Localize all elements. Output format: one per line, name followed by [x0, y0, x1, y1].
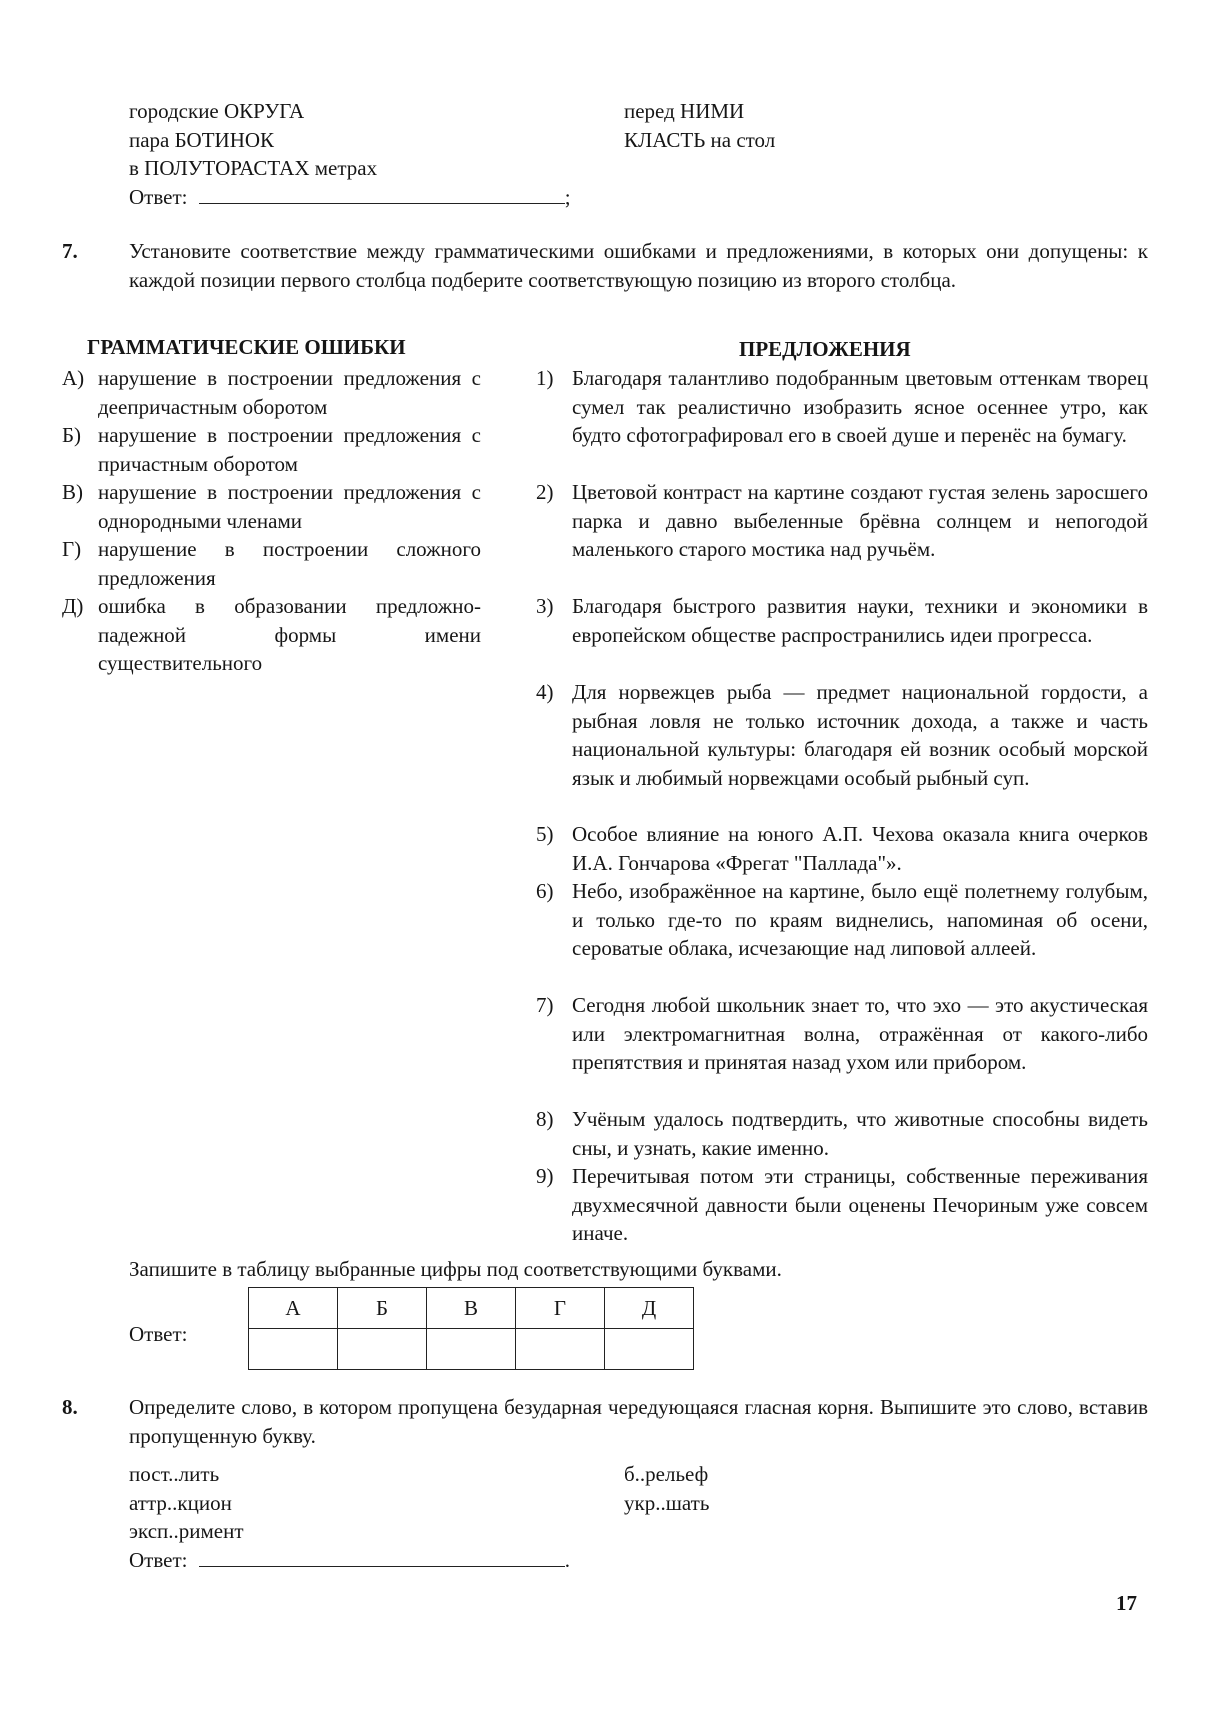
word-item: пост..лить: [129, 1462, 220, 1486]
word-item: эксп..римент: [129, 1519, 244, 1543]
answer-blank[interactable]: [199, 183, 565, 204]
list-item: А) нарушение в построении предложения с деепричастным оборотом: [62, 366, 481, 419]
list-item: Б) нарушение в построении предложения с причастным оборотом: [62, 423, 481, 476]
task-number: 8.: [62, 1395, 78, 1419]
task8-left-words: [129, 1460, 570, 1574]
word-item: укр..шать: [624, 1490, 710, 1515]
task-number: 7.: [62, 239, 78, 263]
answer-cell[interactable]: [516, 1329, 605, 1370]
table-header-cell: Д: [605, 1288, 694, 1329]
table-header-cell: Г: [516, 1288, 605, 1329]
top-right-words: [624, 97, 775, 154]
top-left-words: [129, 97, 571, 211]
table-instruction: Запишите в таблицу выбранные цифры под соответствующими буквами.: [129, 1257, 782, 1281]
answer-line: Ответ: .: [129, 1547, 570, 1572]
word-item: КЛАСТЬ на стол: [624, 127, 776, 152]
answer-line: Ответ: ;: [129, 184, 571, 209]
column-header-sentences: ПРЕДЛОЖЕНИЯ: [739, 337, 911, 361]
task-question: Установите соответствие между грамматическими ошибками и предложениями, в которых они допущены: к каждой позиции первого столбца подберите соответствующую позицию из второго столбца.: [129, 239, 1148, 292]
answer-cell[interactable]: [605, 1329, 694, 1370]
answer-cell[interactable]: [427, 1329, 516, 1370]
word-item: б..рельеф: [624, 1462, 709, 1486]
table-header-row: [249, 1288, 694, 1329]
table-header-cell: Б: [338, 1288, 427, 1329]
answer-table: [248, 1287, 694, 1370]
task8-right-words: [624, 1460, 709, 1517]
list-item: В) нарушение в построении предложения с однородными членами: [62, 480, 481, 533]
answer-cell[interactable]: [338, 1329, 427, 1370]
table-header-cell: А: [249, 1288, 338, 1329]
word-item: пара БОТИНОК: [129, 127, 275, 152]
answer-label: Ответ:: [129, 1322, 188, 1346]
word-item: перед НИМИ: [624, 99, 745, 123]
answer-label: Ответ:: [129, 1547, 188, 1572]
word-item: аттр..кцион: [129, 1490, 232, 1515]
list-item: Г) нарушение в построении сложного предложения: [62, 537, 481, 590]
answer-label: Ответ:: [129, 184, 188, 209]
answer-blank[interactable]: [199, 1546, 565, 1567]
answer-cell[interactable]: [249, 1329, 338, 1370]
word-item: в ПОЛУТОРАСТАХ метрах: [129, 156, 378, 180]
word-item: городские ОКРУГА: [129, 99, 305, 123]
table-answer-row: [249, 1329, 694, 1370]
column-header-errors: ГРАММАТИЧЕСКИЕ ОШИБКИ: [87, 335, 406, 359]
page-number: 17: [1116, 1591, 1137, 1615]
workbook-page: городские ОКРУГА пара БОТИНОК в ПОЛУТОРАСТАХ метрах Ответ: ; перед НИМИ КЛАСТЬ на стол 7. Установите соответствие между грамматическими ошибками и предложениями, в которых они допущены: к каждой позиции первого столбца подберите соответствующую позицию из второго столбца. ГРАММАТИЧЕСКИЕ ОШИБКИ ПРЕДЛОЖЕНИЯ А) нарушение в построении предложения с деепричастным оборотом Б) нарушение в построении предложения с причастным оборотом В) нарушение в построении предложения с однородными членами Г) нарушение в построении сложного предложения Д) ошибка в образовании предложно-падежной формы имени существительного 1) Благодаря талантливо подобранным цветовым оттенкам творец сумел так реалистично изобразить ясное осеннее утро, как будто сфотографировал его в своей душе и перенёс на бумагу. 2) Цветовой контраст на картине создают густая зелень заросшего парка и давно выбеленные брёвна солнцем и непогодой маленького старого мостика над ручьём. 3) Благодаря быстрого развития науки, техники и экономики в европейском обществе распространились идеи прогресса. 4) Для норвежцев рыба — предмет национальной гордости, а рыбная ловля не только источник дохода, а также и часть национальной культуры: благодаря ей возник особый морской язык и любимый норвежцами особый рыбный суп. 5) Особое влияние на юного А.П. Чехова оказала книга очерков И.А. Гончарова «Фрегат "Паллада"». 6) Небо, изображённое на картине, было ещё полетнему голубым, и только где-то по краям виднелись, напоминая об осени, сероватые облака, исчезающие над липовой аллеей. 7) Сегодня любой школьник знает то, что эхо — это акустическая или электромагнитная волна, отражённая от какого-либо препятствия и принятая назад ухом или прибором. 8) Учёным удалось подтвердить, что животные способны видеть сны, и узнать, какие именно. 9) Перечитывая потом эти страницы, собственные переживания двухмесячной давности были оценены Печориным уже совсем иначе. Запишите в таблицу выбранные цифры под соответствующими буквами. Ответ: А Б В Г Д 8. Определите слово, в котором пропущена безударная чередующаяся гласная корня. Выпишите это слово, вставив пропущенную букву. пост..лить аттр..кцион эксп..римент Ответ: . б..рельеф укр..шать 17: [0, 0, 1210, 1712]
list-item: Д) ошибка в образовании предложно-падежной формы имени существительного: [62, 594, 481, 675]
table-header-cell: В: [427, 1288, 516, 1329]
task-question: Определите слово, в котором пропущена безударная чередующаяся гласная корня. Выпишите это слово, вставив пропущенную букву.: [129, 1395, 1148, 1448]
